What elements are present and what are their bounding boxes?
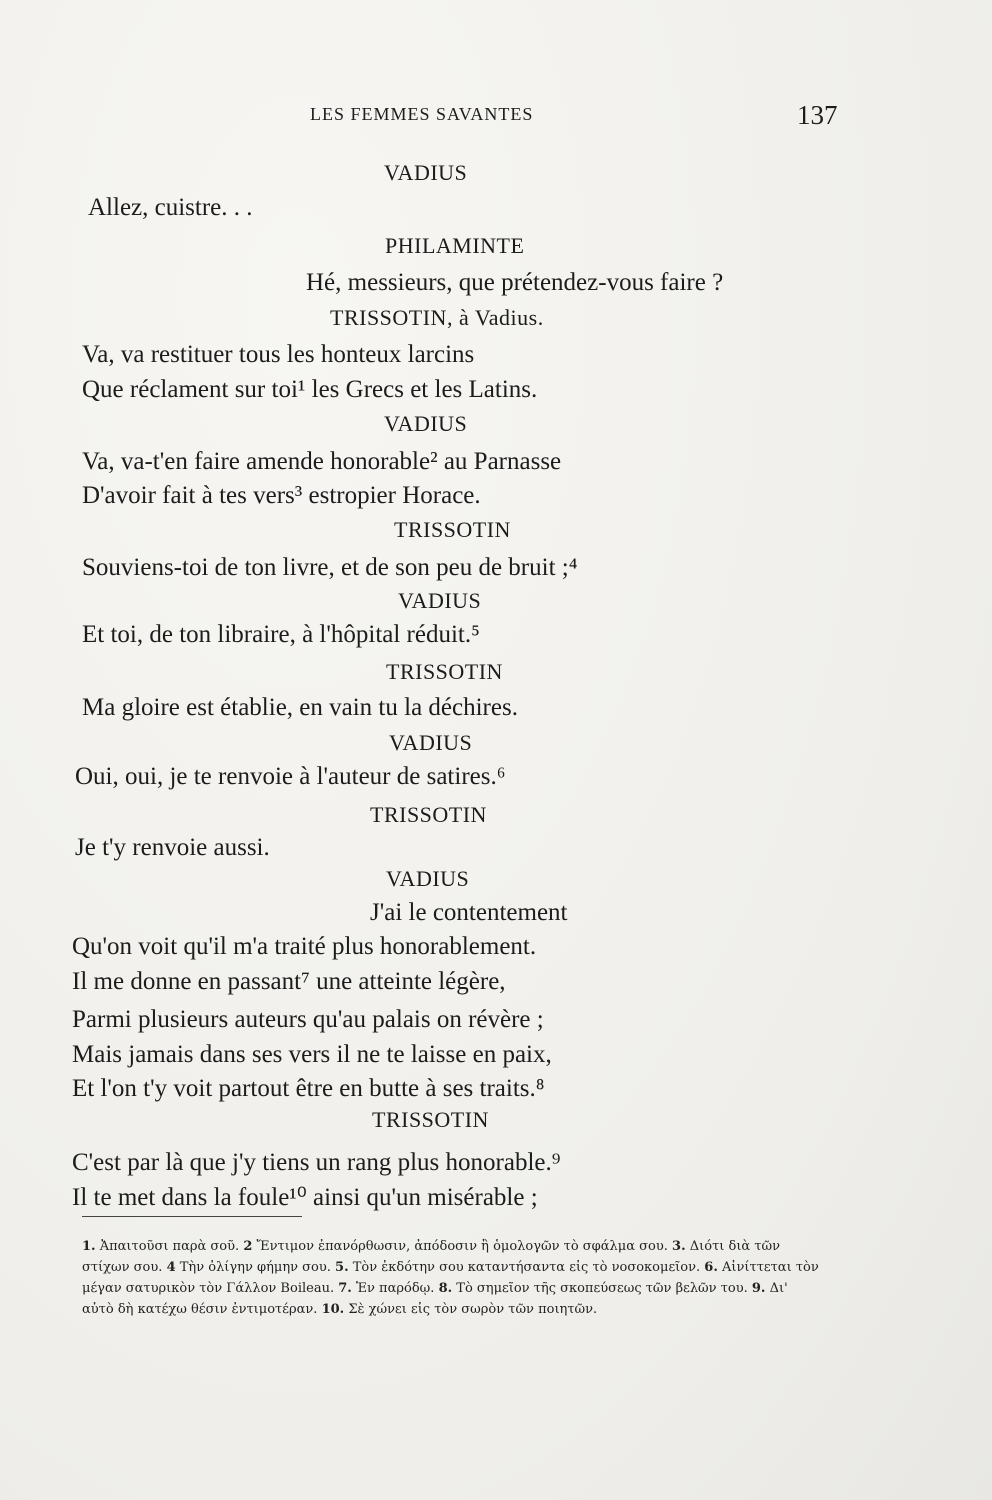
- verse-line: J'ai le contentement: [370, 899, 568, 926]
- footnote-2: 2 Ἔντιμον ἐπανόρθωσιν, ἀπόδοσιν ἢ ὁμολογῶν τὸ σφάλμα σου.: [243, 1239, 668, 1254]
- verse-line: D'avoir fait à tes vers³ estropier Horace.: [82, 482, 481, 509]
- verse-line: Souviens-toi de ton livre, et de son peu de bruit ;⁴: [82, 554, 578, 581]
- footnote-6: 6. Αἰνίττεται τὸν μέγαν σατυρικὸν τὸν Γάλλον Boileau.: [82, 1260, 819, 1296]
- speaker-name: TRISSOTIN: [386, 659, 503, 684]
- verse-line: Il me donne en passant⁷ une atteinte légère,: [72, 968, 506, 995]
- verse-line: Je t'y renvoie aussi.: [75, 834, 270, 861]
- speaker-name: VADIUS: [398, 588, 482, 613]
- verse-line: Et toi, de ton libraire, à l'hôpital réduit.⁵: [82, 621, 480, 648]
- footnote-7: 7. Ἐν παρόδῳ.: [338, 1281, 435, 1296]
- speaker-name: VADIUS: [389, 730, 473, 755]
- footnote-8: 8. Τὸ σημεῖον τῆς σκοπεύσεως τῶν βελῶν του.: [438, 1281, 748, 1296]
- verse-line: Hé, messieurs, que prétendez-vous faire ?: [306, 269, 724, 296]
- footnotes: [82, 1236, 822, 1320]
- speaker-name: VADIUS: [384, 411, 468, 436]
- speaker-name: PHILAMINTE: [385, 233, 525, 258]
- verse-line: Allez, cuistre. . .: [88, 194, 253, 221]
- verse-line: Parmi plusieurs auteurs qu'au palais on révère ;: [72, 1006, 544, 1033]
- speaker-name: TRISSOTIN: [372, 1107, 489, 1132]
- verse-line: Va, va-t'en faire amende honorable² au Parnasse: [82, 448, 562, 475]
- speaker-name: TRISSOTIN, à Vadius.: [330, 305, 544, 330]
- footnote-3: 3. Διότι διὰ τῶν στίχων σου.: [82, 1239, 781, 1275]
- verse-line: Oui, oui, je te renvoie à l'auteur de satires.⁶: [75, 763, 506, 790]
- verse-line: Que réclament sur toi¹ les Grecs et les Latins.: [82, 376, 538, 403]
- footnote-10: 10. Σὲ χώνει εἰς τὸν σωρὸν τῶν ποιητῶν.: [321, 1302, 598, 1317]
- footnote-1: 1. Ἀπαιτοῦσι παρὰ σοῦ.: [82, 1239, 240, 1254]
- verse-line: Ma gloire est établie, en vain tu la déchires.: [82, 694, 518, 721]
- running-title: LES FEMMES SAVANTES: [310, 104, 534, 124]
- footnote-9: 9. Δι' αὐτὸ δὴ κατέχω θέσιν ἐντιμοτέραν.: [82, 1281, 788, 1317]
- verse-line: Va, va restituer tous les honteux larcins: [82, 341, 475, 368]
- speaker-name: TRISSOTIN: [394, 517, 511, 542]
- speaker-name: TRISSOTIN: [370, 802, 487, 827]
- footnote-4: 4 Τὴν ὀλίγην φήμην σου.: [166, 1260, 331, 1275]
- verse-line: Qu'on voit qu'il m'a traité plus honorablement.: [72, 933, 537, 960]
- page-number: 137: [797, 100, 838, 130]
- verse-line: C'est par là que j'y tiens un rang plus honorable.⁹: [72, 1149, 561, 1176]
- footnote-5: 5. Τὸν ἐκδότην σου καταντήσαντα εἰς τὸ νοσοκομεῖον.: [335, 1260, 701, 1275]
- verse-line: Il te met dans la foule¹⁰ ainsi qu'un misérable ;: [72, 1184, 538, 1211]
- speaker-name: VADIUS: [384, 160, 468, 185]
- verse-line: Mais jamais dans ses vers il ne te laisse en paix,: [72, 1041, 552, 1068]
- speaker-name: VADIUS: [386, 866, 470, 891]
- footnote-divider: [82, 1216, 302, 1217]
- verse-line: Et l'on t'y voit partout être en butte à ses traits.⁸: [72, 1075, 545, 1102]
